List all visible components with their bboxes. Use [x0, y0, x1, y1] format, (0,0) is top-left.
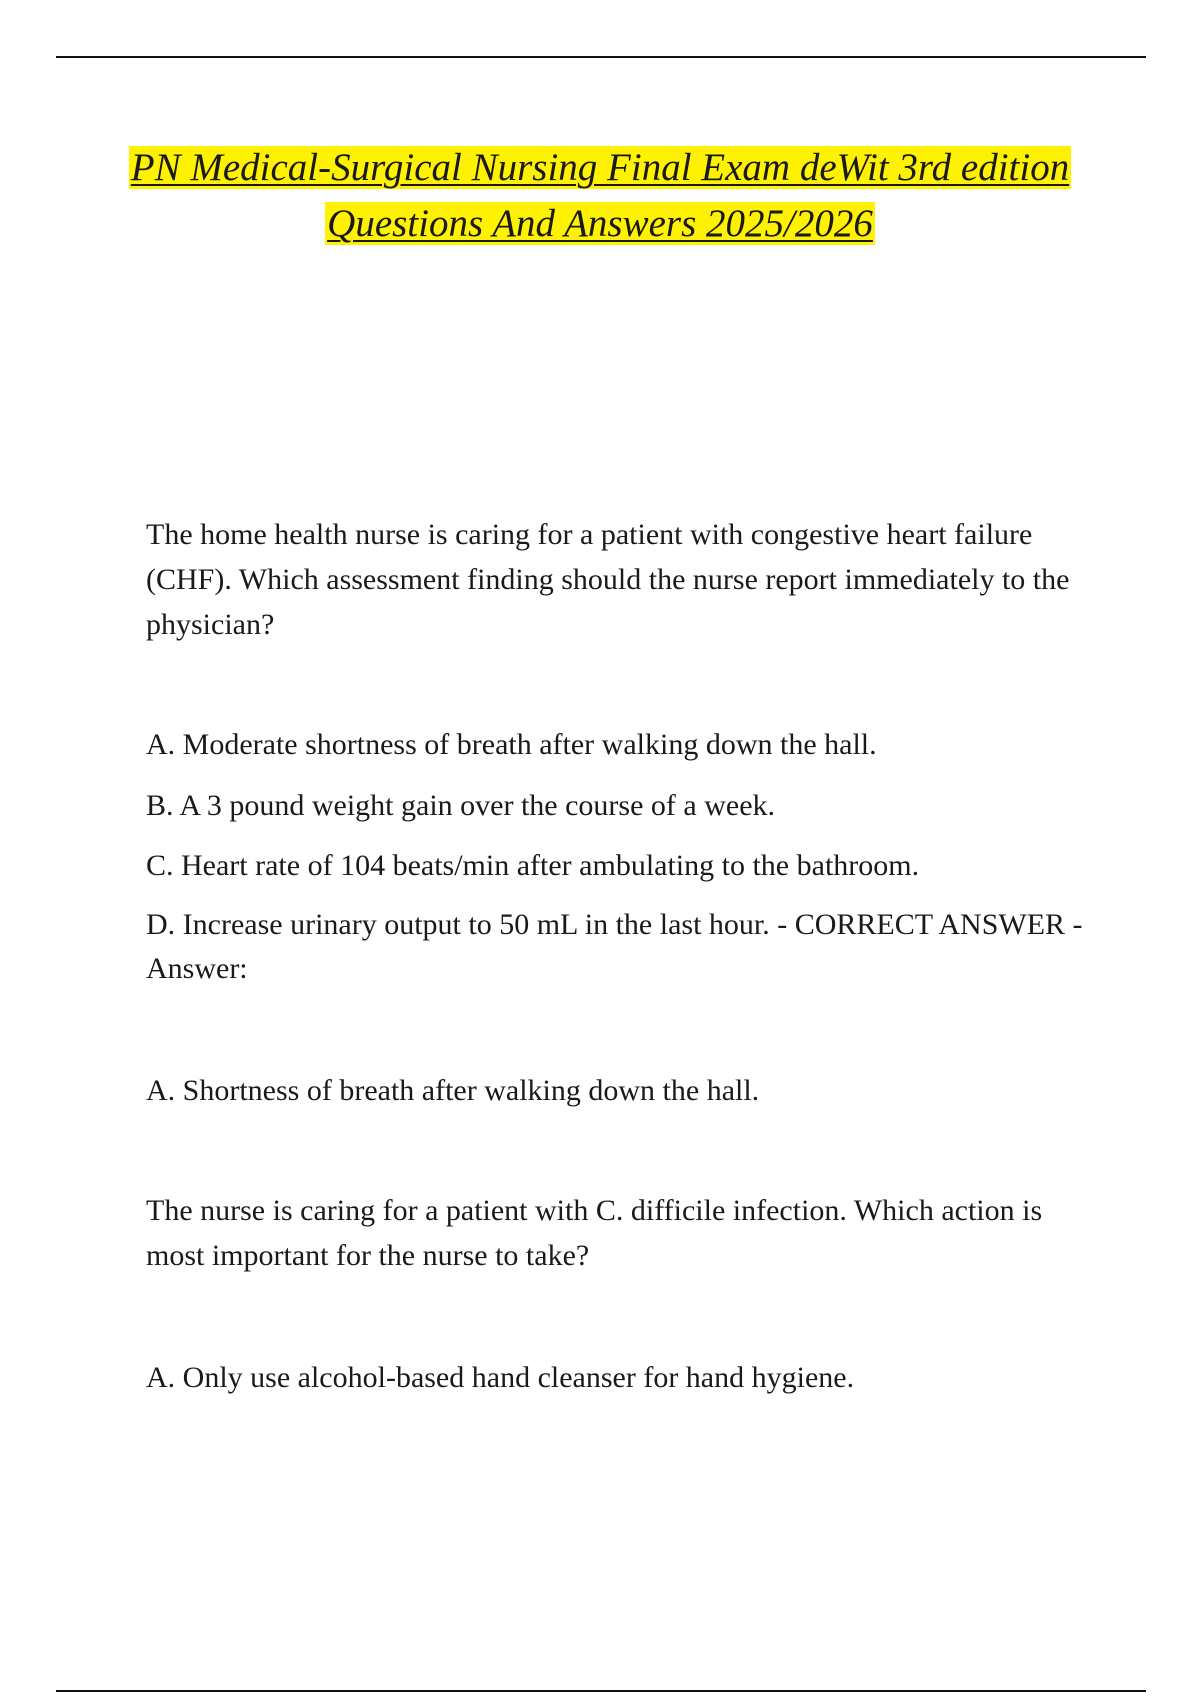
question-1-option-c: C. Heart rate of 104 beats/min after ambulating to the bathroom.	[146, 849, 920, 882]
question-1-stem: The home health nurse is caring for a patient with congestive heart failure (CHF). Which assessment finding should the nurse report immediately to the physician?	[146, 518, 1070, 641]
top-rule	[56, 56, 1146, 58]
question-1-option-b: B. A 3 pound weight gain over the course of a week.	[146, 789, 776, 822]
page-title	[120, 140, 1080, 252]
question-2-option-a: A. Only use alcohol-based hand cleanser for hand hygiene.	[146, 1361, 855, 1394]
bottom-rule	[56, 1690, 1146, 1692]
title-highlight: PN Medical-Surgical Nursing Final Exam deWit 3rd edition Questions And Answers 2025/2026	[130, 146, 1070, 245]
question-1-answer: A. Shortness of breath after walking down the hall.	[146, 1074, 760, 1107]
question-1-option-a: A. Moderate shortness of breath after walking down the hall.	[146, 728, 877, 761]
question-1-option-d: D. Increase urinary output to 50 mL in the last hour. - CORRECT ANSWER -Answer:	[146, 908, 1083, 985]
question-2-stem: The nurse is caring for a patient with C. difficile infection. Which action is most important for the nurse to take?	[146, 1194, 1043, 1272]
